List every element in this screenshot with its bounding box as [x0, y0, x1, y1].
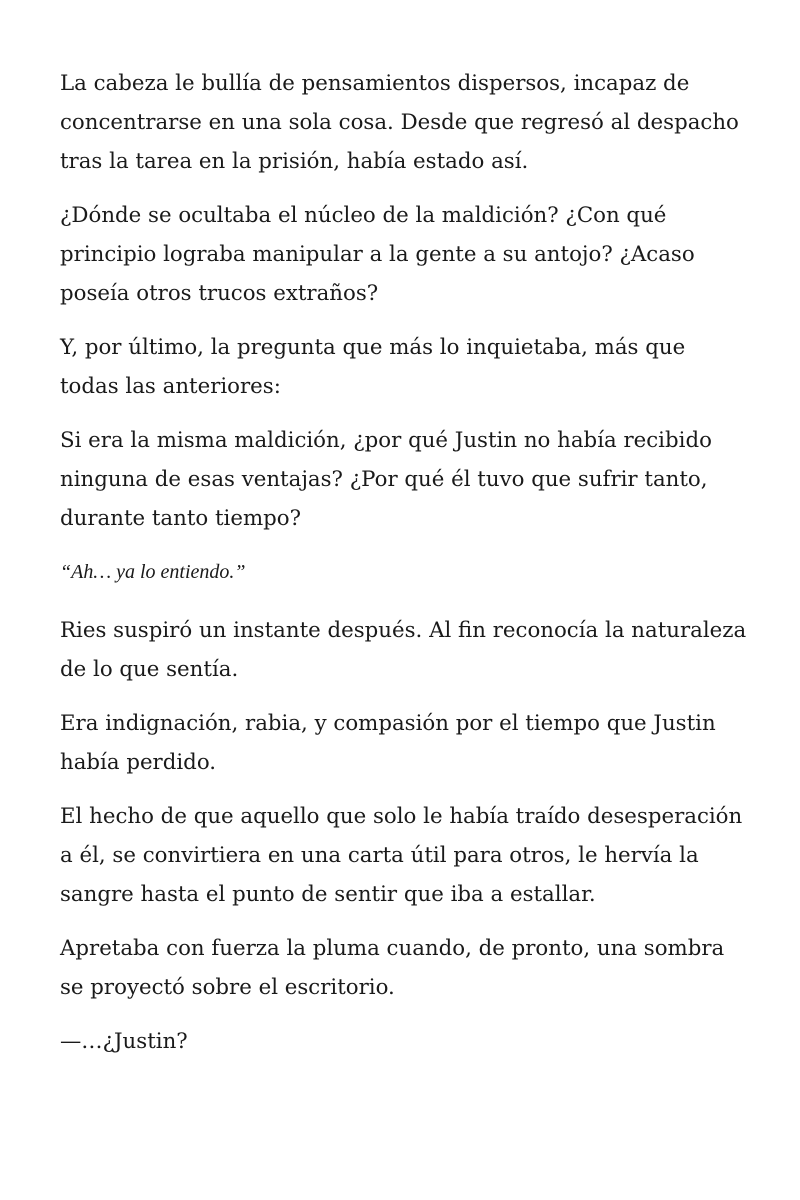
dialogue-line: —…¿Justin? [60, 1029, 188, 1054]
italic-thought: “Ah… ya lo entiendo.” [60, 561, 246, 583]
paragraph-9: Apretaba con fuerza la pluma cuando, de pronto, una sombra se proyectó sobre el escritorio. [60, 936, 725, 1000]
paragraph-7: Era indignación, rabia, y compasión por el tiempo que Justin había perdido. [60, 711, 716, 775]
paragraph-3: Y, por último, la pregunta que más lo inquietaba, más que todas las anteriores: [60, 335, 686, 399]
paragraph-2: ¿Dónde se ocultaba el núcleo de la maldición? ¿Con qué principio lograba manipular a la gente a su antojo? ¿Acaso poseía otros trucos extraños? [60, 203, 695, 306]
paragraph-4: Si era la misma maldición, ¿por qué Justin no había recibido ninguna de esas ventajas? ¿Por qué él tuvo que sufrir tanto, durante tanto tiempo? [60, 428, 712, 531]
paragraph-6: Ries suspiró un instante después. Al fin reconocía la naturaleza de lo que sentía. [60, 618, 747, 682]
paragraph-1: La cabeza le bullía de pensamientos dispersos, incapaz de concentrarse en una sola cosa. Desde que regresó al despacho tras la tarea en la prisión, había estado así. [60, 71, 739, 174]
paragraph-8: El hecho de que aquello que solo le había traído desesperación a él, se convirtiera en una carta útil para otros, le hervía la sangre hasta el punto de sentir que iba a estallar. [60, 804, 743, 907]
